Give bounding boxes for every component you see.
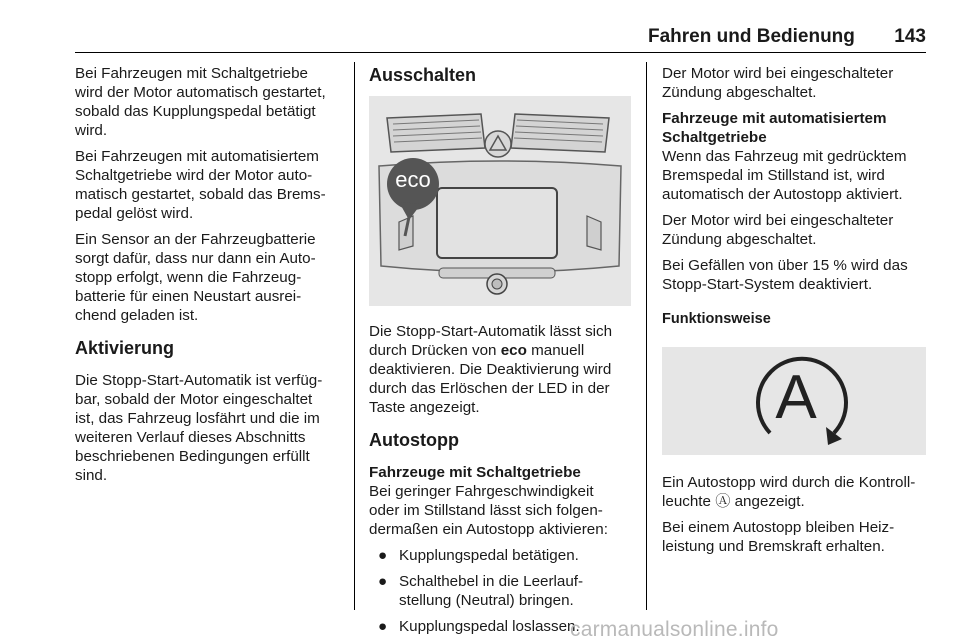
paragraph: Bei Fahrzeugen mit Schaltgetriebe wird der Motor automatisch gestartet, sobald das Kupplungspedal betätigt wird. (75, 65, 326, 139)
column-3 (662, 64, 930, 563)
list-item: ● Schalthebel in die Leerlauf- stellung (Neutral) bringen. (378, 573, 584, 609)
subheading-schaltgetriebe: Fahrzeuge mit Schaltgetriebe (369, 464, 581, 481)
paragraph: Bei Fahrzeugen mit automatisiertem Schaltgetriebe wird der Motor auto- matisch gestartet, sobald das Brems- pedal gelöst wird. (75, 148, 326, 222)
eco-button-ref: eco (500, 342, 527, 359)
paragraph: Ein Sensor an der Fahrzeugbatterie sorgt dafür, dass nur dann ein Auto- stopp erfolgt, wenn die Fahrzeug- batterie für einen Neustart ausrei- chend geladen ist. (75, 231, 316, 324)
dashboard-figure (369, 96, 631, 306)
column-divider-1 (354, 62, 355, 610)
list-item: ● Kupplungspedal betätigen. (378, 547, 579, 564)
section-heading-funktionsweise: Funktionsweise (662, 311, 771, 327)
page-number: 143 (894, 26, 926, 47)
paragraph: Die Stopp-Start-Automatik lässt sich durch Drücken von eco manuell deaktivieren. Die Deaktivierung wird durch das Erlöschen der LED in der Taste angezeigt. (369, 323, 613, 416)
dashboard-illustration (369, 96, 631, 306)
paragraph: Ein Autostopp wird durch die Kontroll- leuchte Ⓐ angezeigt. (662, 474, 916, 510)
autostop-figure (662, 347, 926, 455)
paragraph: Der Motor wird bei eingeschalteter Zündung abgeschaltet. (662, 65, 894, 101)
paragraph: Der Motor wird bei eingeschalteter Zündung abgeschaltet. (662, 212, 894, 248)
column-1 (75, 64, 347, 492)
section-heading-ausschalten: Ausschalten (369, 65, 477, 85)
paragraph: Bei Gefällen von über 15 % wird das Stopp-Start-System deaktiviert. (662, 257, 908, 293)
header-rule (75, 52, 926, 53)
column-divider-2 (646, 62, 647, 610)
subheading-automatisiert: Fahrzeuge mit automatisiertem Schaltgetriebe (662, 110, 887, 146)
paragraph: Bei geringer Fahrgeschwindigkeit oder im Stillstand lässt sich folgen- dermaßen ein Autostopp aktivieren: (369, 483, 608, 538)
paragraph: Bei einem Autostopp bleiben Heiz- leistung und Bremskraft erhalten. (662, 519, 895, 555)
section-heading-aktivierung: Aktivierung (75, 338, 175, 358)
section-heading-autostopp: Autostopp (369, 430, 459, 450)
header-title: Fahren und Bedienung (648, 26, 855, 47)
autostop-indicator-icon: Ⓐ (715, 493, 731, 510)
autostop-icon-letter: A (775, 363, 817, 432)
paragraph: Wenn das Fahrzeug mit gedrücktem Bremspedal im Stillstand ist, wird automatisch der Autostopp aktiviert. (662, 148, 907, 203)
eco-badge-label: eco (395, 167, 431, 192)
list-item: ● Kupplungspedal loslassen. (378, 618, 580, 635)
watermark: carmanualsonline.info (570, 618, 779, 641)
column-2 (369, 64, 631, 643)
paragraph: Die Stopp-Start-Automatik ist verfüg- bar, sobald der Motor eingeschaltet ist, das Fahrzeug losfährt und die im weiteren Verlauf dieses Abschnitts beschriebenen Bedingungen erfüllt sind. (75, 372, 323, 484)
